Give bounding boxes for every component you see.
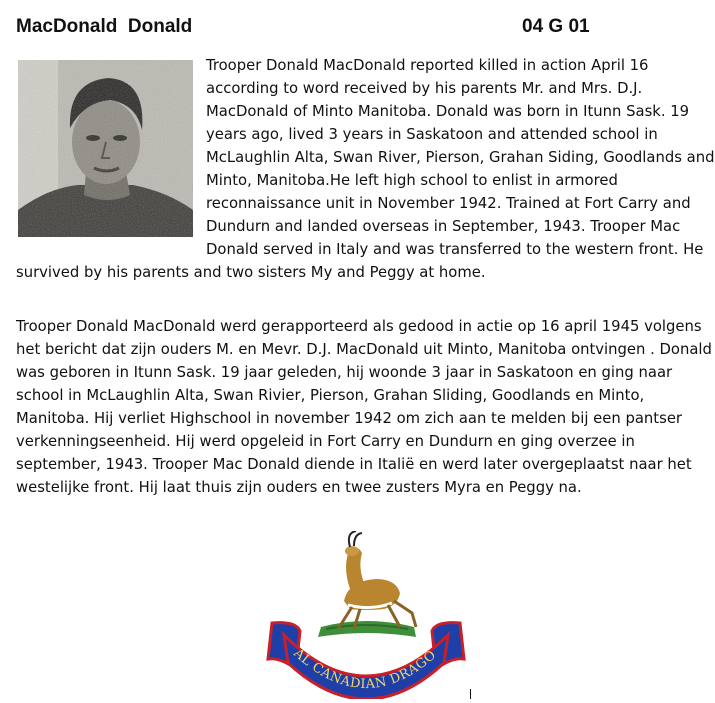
soldier-name: MacDonald Donald [16,16,193,37]
dutch-paragraph [16,315,715,499]
royal-canadian-dragoons-crest [266,531,466,699]
page-header [16,16,706,42]
english-text: Trooper Donald MacDonald reported killed in action April 16 according to word received by his parents Mr. and Mrs. D.J. MacDonald of Minto Manitoba. Donald was born in Itunn Sask. 19 years ago, lived 3 years in Saskatoon and attended school in McLaughlin Alta, Swan River, Pierson, Grahan Siding, Goodlands and Minto, Manitoba.He left high school to enlist in armored reconnaissance unit in November 1942. Trained at Fort Carry and Dundurn and landed overseas in September, 1943. Trooper Mac Donald served in Italy and was transferred to the western front. He survived by his parents and two sisters My and Peggy at home. [16,57,715,281]
divider-mark [470,689,471,699]
english-paragraph [16,54,715,284]
dutch-text: Trooper Donald MacDonald werd gerapporteerd als gedood in actie op 16 april 1945 volgens het bericht dat zijn ouders M. en Mevr. D.J. MacDonald uit Minto, Manitoba ontvingen . Donald was geboren in Itunn Sask. 19 jaar geleden, hij woonde 3 jaar in Saskatoon en ging naar school in McLaughlin Alta, Swan Rivier, Pierson, Grahan Sliding, Goodlands en Minto, Manitoba. Hij verliet Highschool in november 1942 om zich aan te melden bij een pantser verkenningseenheid. Hij werd opgeleid in Fort Carry en Dundurn en ging overzee in september, 1943. Trooper Mac Donald diende in Italië en werd later overgeplaatst naar het westelijke front. Hij laat thuis zijn ouders en twee zusters Myra en Peggy na. [16,318,712,496]
crest-banner-text: AL CANADIAN DRAGO [290,645,440,693]
grave-code: 04 G 01 [522,16,590,37]
